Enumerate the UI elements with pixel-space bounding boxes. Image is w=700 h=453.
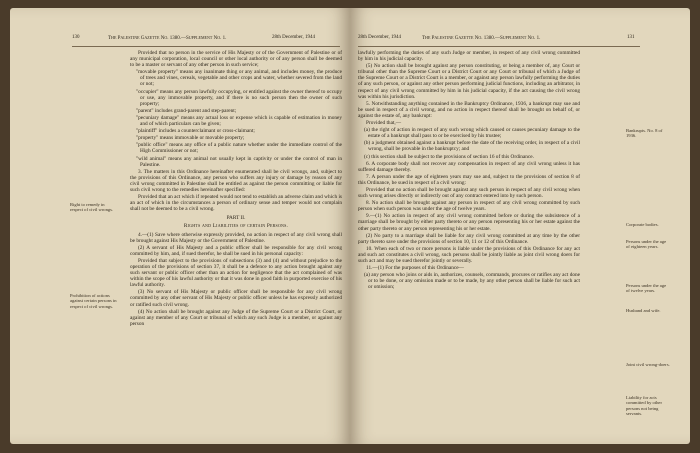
- part-subheading: Rights and Liabilities of certain Persons.: [183, 223, 289, 230]
- section-9-2: (2) No party to a marriage shall be liable for any civil wrong committed at any time by the other party thereto save under the provisions of section 10, 11 or 12 of this Ordinance.: [358, 232, 580, 245]
- proviso: Provided that,—: [366, 120, 402, 127]
- section-5: 5. Notwithstanding anything contained in the Bankruptcy Ordinance, 1936, a bankrupt may sue and be sued in respect of a civil wrong, and no action in respect thereof shall be brought on behalf of, or against the estate of, any bankrupt:: [358, 100, 580, 119]
- section-7: 7. A person under the age of eighteen years may sue and, subject to the provisions of section 8 of this Ordinance, be sued in respect of a civil wrong:: [358, 173, 580, 186]
- section-4-5: (5) No action shall be brought against any person constituting, or being a member of, any Court or tribunal other than the Supreme Court or a District Court or any Court or tribunal of which a Judge of the Supreme Court or a District Court is a member, or against any person lawfully performing the duties of any such person, or against any other person performing judicial functions, including an arbitrator, in respect of any civil wrong committed by him in his judicial capacity, if the act causing the civil wrong was within his jurisdiction.: [358, 63, 580, 100]
- part-heading: PART II.: [226, 215, 246, 222]
- right-side-note: Liability for acts committed by other persons not being servants.: [626, 395, 662, 417]
- clause: (a) any person who joins or aids in, authorizes, counsels, commands, procures or ratifies any act done or to be done, or any omission made or to be made, by any other person shall be liable for such act or omission;: [364, 272, 580, 291]
- definition: "movable property" means any inanimate thing or any animal, and includes money, the produce of trees and vines, cereals, vegetable and other crops and water, whether severed from the land or not;: [136, 69, 342, 88]
- definition: "wild animal" means any animal not usually kept in captivity or under the control of man in Palestine.: [136, 155, 342, 168]
- proviso: Provided that no action shall be brought against any such person in respect of any civil wrong when such wrong arises directly or indirectly out of any contract entered into by such person.: [358, 186, 580, 200]
- clause: (c) this section shall be subject to the provisions of section 16 of this Ordinance.: [364, 153, 534, 160]
- proviso: Provided that an act which if repeated would not tend to establish an adverse claim and which is an act of which in the circumstances a person of ordinary sense and temper would not complain shall not be deemed to be a civil wrong.: [130, 194, 342, 213]
- section-10: 10. When each of two or more persons is liable under the provisions of this Ordinance for any act and such act constitutes a civil wrong, such persons shall be jointly liable as joint civil wrong doers for such act and may be sued therefor jointly or severally.: [358, 245, 580, 264]
- right-gazette-title: The Palestine Gazette No. 1380.—Supplement No. 1.: [422, 36, 541, 41]
- paragraph: lawfully performing the duties of any such Judge or member, in respect of any civil wrong committed by him in his judicial capacity.: [358, 50, 580, 63]
- section-11: 11.—(1) For the purposes of this Ordinance—: [366, 265, 464, 272]
- right-side-note: Husband and wife.: [626, 308, 661, 313]
- left-text-column: [130, 50, 342, 328]
- section-6: 6. A corporate body shall not recover any compensation in respect of any civil wrong unless it has suffered damage thereby.: [358, 160, 580, 173]
- right-side-note: Persons under the age of twelve years.: [626, 283, 667, 294]
- left-header-rule: [72, 46, 340, 47]
- right-side-note: Joint civil wrong-doers.: [626, 362, 670, 367]
- definition: "occupier" means any person lawfully occupying, or entitled against the owner thereof to occupy or use, any immovable property, and if there is no such person then the owner of such property;: [136, 88, 342, 107]
- left-date: 28th December, 1944: [272, 35, 315, 40]
- right-side-note: Persons under the age of eighteen years.: [626, 239, 667, 250]
- definition: "property" means immovable or movable property;: [136, 135, 245, 142]
- definition: "plaintiff" includes a counterclaimant or cross-claimant;: [136, 128, 255, 135]
- proviso: Provided that subject to the provisions of subsections (3) and (4) and without prejudice to the operation of the provisions of section 37, it shall be a defence to any action brought against any such servant or public officer other than an action for negligence that the act complained of was within the scope of his lawful authority or that it was done in good faith in purported exercise of his lawful authority.: [130, 257, 342, 289]
- section-4-4: (4) No action shall be brought against any Judge of the Supreme Court or a District Court, or against any member of any Court or tribunal of which any such Judge is a member, or against any person: [130, 308, 342, 327]
- right-side-note: Corporate bodies.: [626, 222, 659, 227]
- left-side-note: Right to remedy in respect of civil wrongs.: [70, 202, 114, 213]
- right-side-note: Bankrupts. No. 8 of 1936.: [626, 128, 663, 139]
- paragraph: Provided that no person in the service of His Majesty or of the Government of Palestine or of any municipal corporation, local council or other local authority or of any person shall be deemed to be a master or servant of any other person in such service;: [130, 50, 342, 69]
- section-4-3: (3) No servant of His Majesty or public officer shall be responsible for any civil wrong committed by any other servant of His Majesty or public officer unless he has expressly authorized or ratified such civil wrong.: [130, 289, 342, 308]
- right-text-column: [358, 50, 580, 291]
- section-9-1: 9.—(1) No action in respect of any civil wrong committed before or during the subsistence of a marriage shall be brought by either party thereto or any person representing his or her estate against the other party thereto or any person representing his or her estate.: [358, 213, 580, 232]
- right-page: [350, 8, 690, 444]
- left-header: [10, 35, 350, 43]
- definition: "parent" includes grand-parent and step-parent;: [136, 107, 237, 114]
- definition: "pecuniary damage" means any actual loss or expense which is capable of estimation in money and of which particulars can be given;: [136, 114, 342, 128]
- clause: (b) a judgment obtained against a bankrupt before the date of the receiving order, in respect of a civil wrong, shall be provable in the bankruptcy; and: [364, 140, 580, 153]
- left-page: [10, 8, 350, 444]
- right-header: [350, 35, 690, 43]
- left-side-note: Prohibition of actions against certain persons in respect of civil wrongs.: [70, 293, 117, 309]
- right-page-number: 131: [627, 35, 635, 40]
- clause: (a) the right of action in respect of any such wrong which caused or causes pecuniary damage to the estate of a bankrupt shall pass to or be exercised by his trustee;: [364, 127, 580, 140]
- section-4-2: (2) A servant of His Majesty and a public officer shall be responsible for any civil wrong committed by him, and, if sued therefor, he shall be sued in his personal capacity:: [130, 244, 342, 257]
- section-4-1: 4.—(1) Save where otherwise expressly provided, no action in respect of any civil wrong shall be brought against His Majesty or the Government of Palestine.: [130, 231, 342, 244]
- left-page-number: 130: [72, 35, 80, 40]
- section-3: 3. The matters in this Ordinance hereinafter enumerated shall be civil wrongs, and, subject to the provisions of this Ordinance, any person who suffers any injury or damage by reason of any civil wrong committed in Palestine shall be entitled as against the person committing or liable for such civil wrong to the remedies hereinafter specified:: [130, 168, 342, 193]
- section-8: 8. No action shall be brought against any person in respect of any civil wrong committed by such person when such person was under the age of twelve years.: [358, 200, 580, 213]
- right-header-rule: [358, 46, 640, 47]
- definition: "public office" means any office of a public nature whether under the immediate control of the High Commissioner or not;: [136, 142, 342, 155]
- left-gazette-title: The Palestine Gazette No. 1380.—Supplement No. 1.: [108, 36, 227, 41]
- right-date: 28th December, 1944: [358, 35, 401, 40]
